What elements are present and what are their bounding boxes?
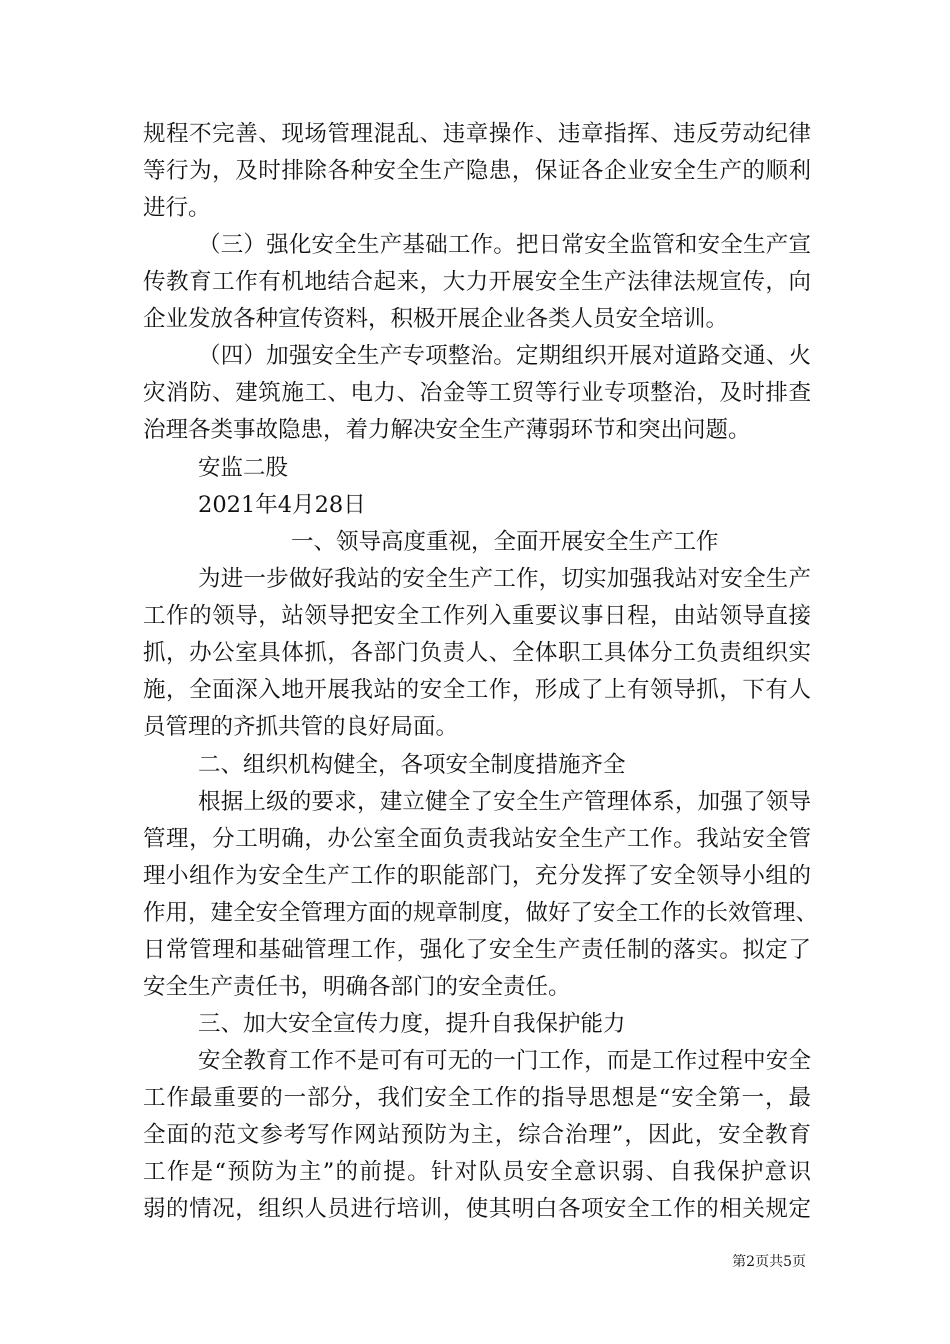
section-heading: 三、加大安全宣传力度，提升自我保护能力 (198, 1011, 626, 1037)
section-heading: 二、组织机构健全，各项安全制度措施齐全 (198, 752, 626, 778)
paragraph-line: 规程不完善、现场管理混乱、违章操作、违章指挥、违反劳动纪律 (143, 121, 811, 147)
paragraph-line: 弱的情况，组织人员进行培训，使其明白各项安全工作的相关规定 (143, 1196, 811, 1222)
paragraph-line: 为进一步做好我站的安全生产工作，切实加强我站对安全生产 (198, 566, 811, 592)
paragraph-line: 进行。 (143, 195, 211, 221)
paragraph-line: 全面的范文参考写作网站预防为主，综合治理”，因此，安全教育 (143, 1122, 811, 1148)
paragraph-line: 抓，办公室具体抓，各部门负责人、全体职工具体分工负责组织实 (143, 640, 811, 666)
paragraph-line: 施，全面深入地开展我站的安全工作，形成了上有领导抓，下有人 (143, 677, 811, 703)
paragraph-line: （三）强化安全生产基础工作。把日常安全监管和安全生产宣 (198, 232, 811, 258)
paragraph-line: 安全教育工作不是可有可无的一门工作，而是工作过程中安全 (198, 1048, 811, 1074)
paragraph-line: 等行为，及时排除各种安全生产隐患，保证各企业安全生产的顺利 (143, 158, 811, 184)
paragraph-line: 工作最重要的一部分，我们安全工作的指导思想是“安全第一，最 (143, 1085, 811, 1111)
paragraph-line: 企业发放各种宣传资料，积极开展企业各类人员安全培训。 (143, 306, 729, 332)
document-date: 2021年4月28日 (198, 492, 366, 518)
section-heading: 一、领导高度重视，全面开展安全生产工作 (291, 529, 719, 555)
paragraph-line: 日常管理和基础管理工作，强化了安全生产责任制的落实。拟定了 (143, 937, 811, 963)
paragraph-line: 治理各类事故隐患，着力解决安全生产薄弱环节和突出问题。 (143, 417, 751, 443)
paragraph-line: 传教育工作有机地结合起来，大力开展安全生产法律法规宣传，向 (143, 269, 811, 295)
paragraph-line: 根据上级的要求，建立健全了安全生产管理体系，加强了领导 (198, 789, 811, 815)
paragraph-line: 作用，建全安全管理方面的规章制度，做好了安全工作的长效管理、 (143, 900, 819, 926)
paragraph-line: 管理，分工明确，办公室全面负责我站安全生产工作。我站安全管 (143, 826, 811, 852)
paragraph-line: 安全生产责任书，明确各部门的安全责任。 (143, 974, 571, 1000)
paragraph-line: 工作是“预防为主”的前提。针对队员安全意识弱、自我保护意识 (143, 1159, 811, 1185)
page-number: 第2页共5页 (732, 1254, 806, 1270)
paragraph-line: 理小组作为安全生产工作的职能部门，充分发挥了安全领导小组的 (143, 863, 811, 889)
paragraph-line: 工作的领导，站领导把安全工作列入重要议事日程，由站领导直接 (143, 603, 811, 629)
department-signature: 安监二股 (198, 455, 289, 481)
paragraph-line: （四）加强安全生产专项整治。定期组织开展对道路交通、火 (198, 343, 811, 369)
paragraph-line: 员管理的齐抓共管的良好局面。 (143, 714, 459, 740)
paragraph-line: 灾消防、建筑施工、电力、冶金等工贸等行业专项整治，及时排查 (143, 380, 811, 406)
